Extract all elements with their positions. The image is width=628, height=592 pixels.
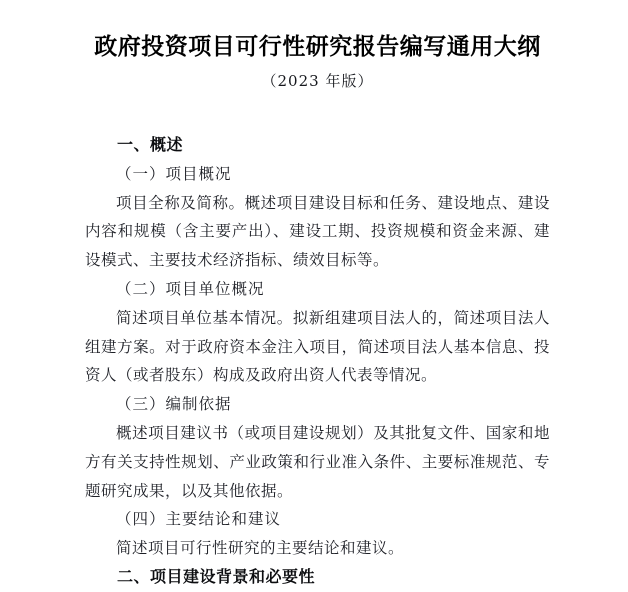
- paragraph-project-profile: 项目全称及简称。概述项目建设目标和任务、建设地点、建设内容和规模（含主要产出）、建设工期、投资规模和资金来源、建设模式、主要技术经济指标、绩效目标等。: [85, 193, 550, 270]
- paragraph-project-unit-profile: 简述项目单位基本情况。拟新组建项目法人的，简述项目法人组建方案。对于政府资本金注入项目，简述项目法人基本信息、投资人（或者股东）构成及政府出资人代表等情况。: [85, 308, 550, 385]
- section-heading-background-necessity: 二、项目建设背景和必要性: [117, 566, 316, 586]
- subsection-heading-project-unit-profile: （二）项目单位概况: [116, 279, 265, 298]
- subsection-heading-project-profile: （一）项目概况: [116, 164, 232, 183]
- subsection-heading-compilation-basis: （三）编制依据: [116, 395, 232, 414]
- paragraph-compilation-basis: 概述项目建议书（或项目建设规划）及其批复文件、国家和地方有关支持性规划、产业政策和行业准入条件、主要标准规范、专题研究成果，以及其他依据。: [85, 423, 550, 500]
- subsection-heading-main-conclusions: （四）主要结论和建议: [116, 510, 282, 529]
- document-subtitle: （2023 年版）: [261, 72, 374, 90]
- section-heading-overview: 一、概述: [117, 135, 184, 154]
- paragraph-main-conclusions: 简述项目可行性研究的主要结论和建议。: [116, 539, 405, 558]
- document-body: [85, 131, 550, 592]
- document-title: 政府投资项目可行性研究报告编写通用大纲: [94, 33, 541, 60]
